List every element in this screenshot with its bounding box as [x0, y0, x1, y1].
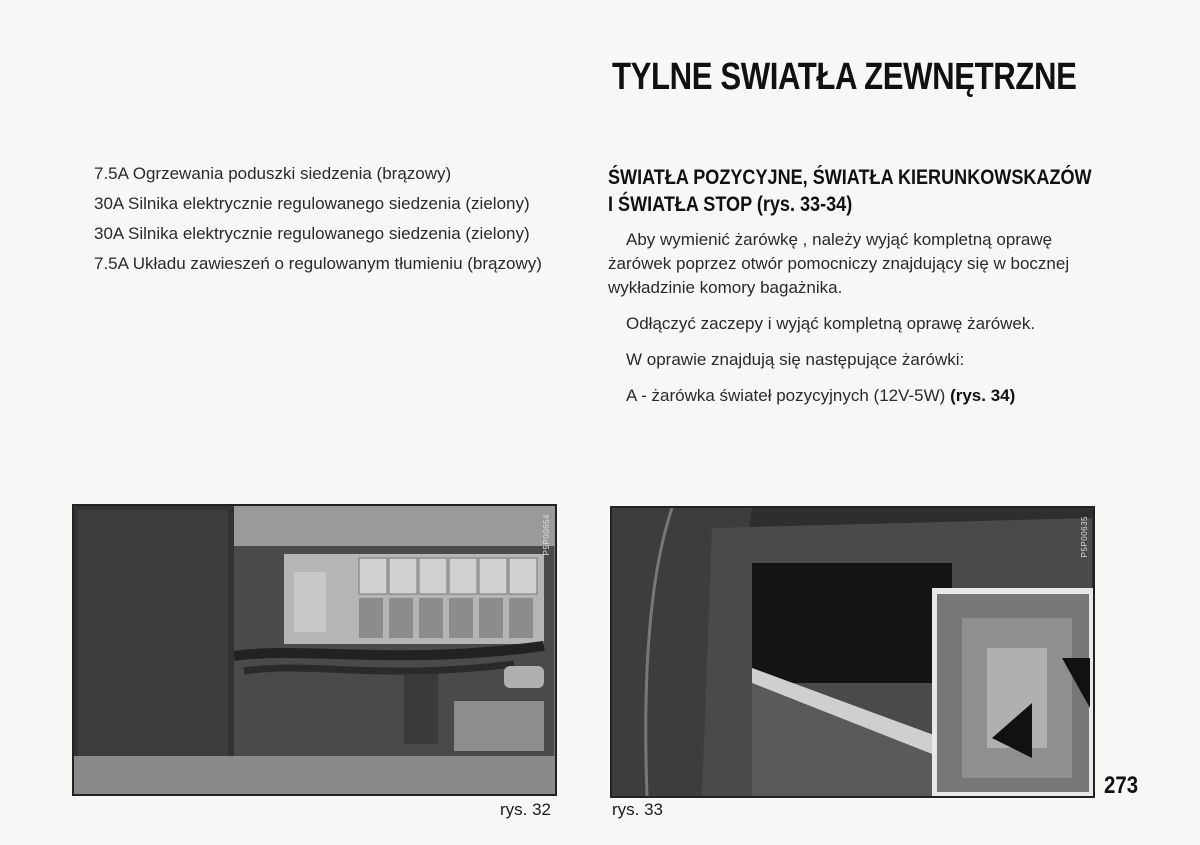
figure-code: P5P00635 — [1080, 516, 1089, 558]
fuse-box-illustration — [74, 506, 555, 794]
rear-lights-section — [608, 164, 1096, 420]
bulb-item-a-text: A - żarówka świateł pozycyjnych (12V-5W) — [626, 386, 946, 405]
page-title: TYLNE SWIATŁA ZEWNĘTRZNE — [612, 56, 1077, 98]
figure-caption: rys. 32 — [500, 800, 552, 819]
figure-reference: (rys. 34) — [950, 386, 1016, 405]
instruction-paragraph: Aby wymienić żarówkę , należy wyjąć kompletną oprawę żarówek poprzez otwór pomocniczy znajdujący się w bocznej wykładzinie komory bagażnika. — [608, 230, 1070, 297]
section-heading: ŚWIATŁA POZYCYJNE, ŚWIATŁA KIERUNKOWSKAZÓW I ŚWIATŁA STOP (rys. 33-34) — [608, 166, 1092, 216]
figure-fuse-box-photo — [72, 504, 557, 796]
fuse-item: 30A Silnika elektrycznie regulowanego siedzenia (zielony) — [94, 194, 530, 213]
figure-caption: rys. 33 — [612, 800, 664, 819]
fuse-list — [94, 162, 556, 282]
fuse-item: 7.5A Ogrzewania poduszki siedzenia (brązowy) — [94, 164, 452, 183]
instruction-paragraph: Odłączyć zaczepy i wyjąć kompletną oprawę żarówek. — [626, 314, 1036, 333]
bulb-item-a — [608, 384, 1096, 408]
fuse-item: 30A Silnika elektrycznie regulowanego siedzenia (zielony) — [94, 224, 530, 243]
instruction-paragraph: W oprawie znajdują się następujące żarówki: — [626, 350, 965, 369]
fuse-item: 7.5A Układu zawieszeń o regulowanym tłumieniu (brązowy) — [94, 254, 542, 273]
page-number: 273 — [1104, 772, 1139, 799]
trunk-panel-illustration — [612, 508, 1093, 796]
figure-code: P5P00654 — [542, 514, 551, 556]
figure-trunk-panel-photo — [610, 506, 1095, 798]
